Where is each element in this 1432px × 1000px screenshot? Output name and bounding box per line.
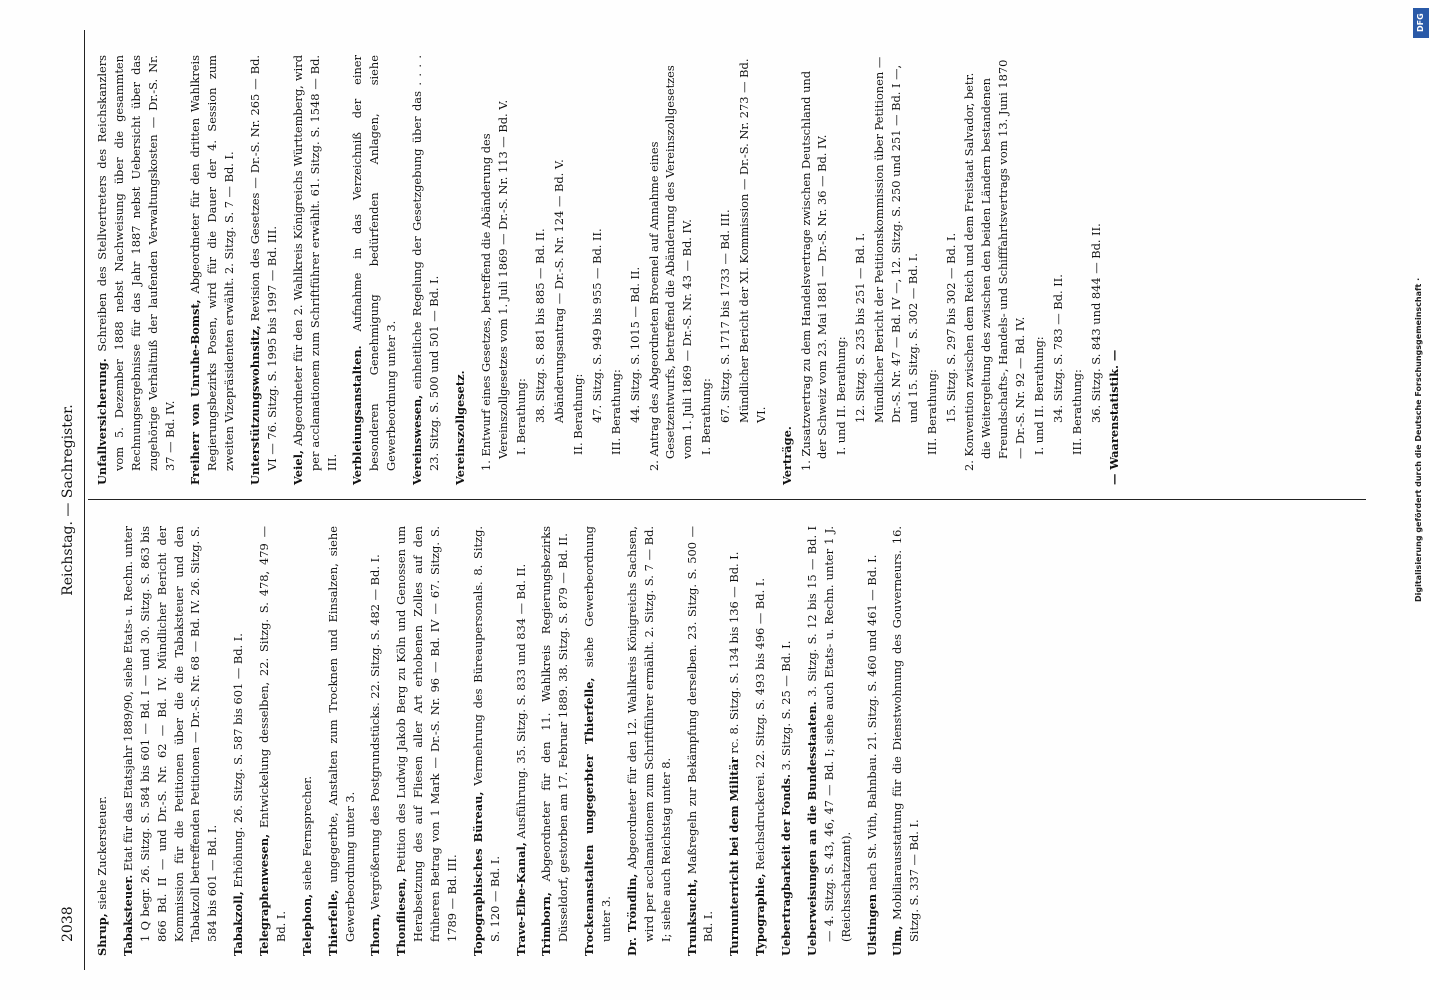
register-entry <box>230 526 247 956</box>
entry-head: Shrup, <box>95 913 109 956</box>
dfg-logo: DFG <box>1413 8 1429 38</box>
entry-text: siehe Zuckersteuer. <box>95 795 109 914</box>
entry-head: Typographie, <box>753 873 768 956</box>
rotated-register-page <box>46 30 1386 970</box>
register-entry <box>187 55 238 485</box>
entry-head: Unterstützungswohnsitz, <box>248 325 262 485</box>
entry-text: 3. Sitzg. S. 25 — Bd. I. <box>779 640 793 775</box>
entry-head: Thonfliesen, <box>394 877 409 956</box>
sub-item: Abänderungsantrag — Dr.-S. Nr. 124 — Bd. V. <box>552 159 567 423</box>
entry-text: Schreiben des Stellvertreters des Reichskanzlers vom 5. Dezember 1888 nebst Nachweisung über die gesammten Rechnungsergebnisse für das Jahr 1887 nebst Uebersicht über das zugehörige Verhältniß der laufenden Verwaltungskosten — Dr.-S. Nr. 37 — Bd. IV. <box>95 55 177 471</box>
sub-item: 2. Konvention zwischen dem Reich und dem Freistaat Salvador, betr. die Weitergeltung des zwischen den beiden Ländern bestandenen Freundschafts-, Handels- und Schifffahrtsvertrags vom 13. Juni 1870 — Dr.-S. Nr. 92 — Bd. IV. <box>962 59 1027 471</box>
entry-text: Vermehrung des Büreaupersonals. 8. Sitzg. S. 120 — Bd. I. <box>470 526 502 942</box>
entry-head: Telegraphenwesen, <box>257 833 271 956</box>
register-entry <box>349 55 400 485</box>
sub-item: 34. Sitzg. S. 783 — Bd. II. <box>1050 274 1065 423</box>
sub-item: 44. Sitzg. S. 1015 — Bd. II. <box>627 266 642 423</box>
entry-head: Dr. Tröndlin, <box>624 873 639 956</box>
entry-text: Abgeordneter für den 11. Wahlkreis Regierungsbezirks Düsseldorf, gestorben am 17. Februar 1889. 38. Sitzg. S. 879 — Bd. II. <box>539 526 571 942</box>
register-entry <box>538 526 572 956</box>
entry-text: Petition des Ludwig Jakob Berg zu Köln und Genossen um Herabsetzung des auf Fliesen aller Art erhobenen Zolles auf den früheren Betrag von 1 Mark — Dr.-S. Nr. 96 — Bd. IV — 67. Sitzg. S. 1789 — Bd. III. <box>394 526 459 942</box>
entry-waarenstatistik: — Waarenstatistik. — <box>1107 349 1122 485</box>
register-entry <box>94 55 178 485</box>
entry-text: Entwickelung desselben, 22. Sitzg. S. 478, 479 — Bd. I. <box>257 526 288 942</box>
register-entry <box>393 526 461 956</box>
sub-item: III. Berathung: <box>1069 369 1084 455</box>
sub-item: Mündlicher Bericht der Petitionskommission über Petitionen — Dr.-S. Nr. 47 — Bd. IV —, 12. Sitzg. S. 250 und 251 — Bd. I —, und 15. Sitzg. S. 302 — Bd. I. <box>872 56 920 423</box>
entry-head: Thierfelle, <box>325 889 340 956</box>
register-entry <box>804 526 855 956</box>
entry-text: nach St. Vith, Bahnbau. 21. Sitzg. S. 460 und 461 — Bd. I. <box>864 554 879 894</box>
sub-item: Mündlicher Bericht der XI. Kommission — Dr.-S. Nr. 273 — Bd. VI. <box>736 58 768 423</box>
sub-item: 67. Sitzg. S. 1717 bis 1733 — Bd. III. <box>718 209 732 423</box>
entry-head: Thorn, <box>368 913 383 956</box>
right-entries <box>94 55 443 485</box>
register-entry <box>624 526 675 956</box>
entry-head: Turnunterricht bei dem Militär <box>727 757 742 956</box>
entry-vereinszollgesetz <box>452 55 469 485</box>
register-entry <box>513 526 530 956</box>
register-entry <box>581 526 615 956</box>
entry-head: Vereinszollgesetz. <box>452 370 467 485</box>
entry-head: Ueberweisungen an die Bundesstaaten. <box>804 701 819 956</box>
sub-item: 1. Entwurf eines Gesetzes, betreffend die Abänderung des Vereinszollgesetzes vom 1. Juli 1869 — Dr.-S. Nr. 113 — Bd. V. <box>478 99 510 471</box>
entry-text: Erhöhung. 26. Sitzg. S. 587 bis 601 — Bd. I. <box>231 633 246 892</box>
register-entry <box>778 526 795 956</box>
register-entry <box>120 526 221 956</box>
entry-text: ungegerbte, Anstalten zum Trocknen und Einsalzen, siehe Gewerbeordnung unter 3. <box>325 526 357 942</box>
entry-head: Tabaksteuer. <box>120 874 135 956</box>
entry-text: Ausführung. 35. Sitzg. S. 833 und 834 — Bd. II. <box>513 563 528 843</box>
entry-text: Maßregeln zur Bekämpfung derselben. 23. Sitzg. S. 500 — Bd. I. <box>684 526 716 942</box>
entry-head: Topographisches Büreau, <box>470 791 485 956</box>
entry-text: Mobiliarausstattung für die Dienstwohnung des Gouverneurs. 16. Sitzg. S. 337 — Bd. I. <box>890 526 922 942</box>
entry-head: Freiherr von Unruhe-Bomst, <box>188 299 203 485</box>
entry-text: Etat für das Etatsjahr 1889/90, siehe Etats- u. Rechn. unter 1 Q begr. 26. Sitzg. S. 584 bis 601 — Bd. I — und 30. Sitzg. S. 863 bis 866 Bd. II — und Dr.-S. Nr. 62 — Bd. IV. Mündlicher Bericht der Kommission für die Petitionen über die die Tabaksteuer und den Tabakzoll betreffenden Petitionen — Dr.-S. Nr. 68 — Bd. IV. 26. Sitzg. S. 584 bis 601 — Bd. I. <box>120 526 220 942</box>
sub-item: 36. Sitzg. S. 843 und 844 — Bd. II. <box>1088 223 1103 423</box>
register-entry <box>864 526 881 956</box>
entry-head: Vereinswesen, <box>410 394 424 485</box>
sub-item: 38. Sitzg. S. 881 bis 885 — Bd. II. <box>533 228 548 423</box>
entry-text: Abgeordneter für den dritten Wahlkreis Regierungsbezirks Posen, wird für die Dauer der 4. Session zum zweiten Vizepräsidenten erwählt. 2. Sitzg. S. 7 — Bd. I. <box>188 55 237 471</box>
dfg-credit-text: Digitalisierung gefördert durch die Deutsche Forschungsgemeinschaft · <box>1414 277 1423 602</box>
entry-text: siehe Fernsprecher. <box>299 775 314 894</box>
entry-head: Verträge. <box>779 426 794 485</box>
entry-head: Trockenanstalten ungegerbter Thierfelle, <box>582 677 597 956</box>
entry-vertraege <box>779 55 796 485</box>
entry-text: einheitliche Regelung der Gesetzgebung über das . . . . 23. Sitzg. S. 500 und 501 — Bd. I. <box>410 55 441 471</box>
sub-item: 15. Sitzg. S. 297 bis 302 — Bd. I. <box>943 232 958 423</box>
entry-head: Trave-Elbe-Kanal, <box>513 842 528 956</box>
sub-item: 12. Sitzg. S. 235 bis 251 — Bd. I. <box>853 232 868 423</box>
entry-text: rc. 8. Sitzg. S. 134 bis 136 — Bd. I. <box>727 551 742 758</box>
entry-head: Trimborn, <box>539 892 554 956</box>
page-header <box>46 30 85 970</box>
entry-head: Telephon, <box>299 893 314 956</box>
entry-text: 3. Sitzg. S. 12 bis 15 — Bd. I — 4. Sitzg. S. 43, 46, 47 — Bd. I; siehe auch Etats- u. Rechn. unter 1 J. (Reichsschatzamt). <box>804 526 853 942</box>
sub-item: III. Berathung: <box>924 369 939 455</box>
entry-text: Revision des Gesetzes — Dr.-S. Nr. 265 — Bd. VI — 76. Sitzg. S. 1995 bis 1997 — Bd. III. <box>248 55 279 471</box>
entry-head: Trunksucht, <box>684 878 699 956</box>
sub-item: I. und II. Berathung: <box>1031 336 1046 455</box>
register-entry <box>409 55 443 485</box>
sub-item: 1. Zusatzvertrag zu dem Handelsvertrage zwischen Deutschland und der Schweiz vom 23. Mai 1881 — Dr.-S. Nr. 36 — Bd. IV. <box>798 70 830 471</box>
entry-text: Abgeordneter für den 2. Wahlkreis Königreichs Württemberg, wird per acclamationem zum Schriftführer erwählt. 61. Sitzg. S. 1548 — Bd. III. <box>290 55 339 471</box>
right-column <box>94 55 1376 485</box>
dfg-sidebar <box>1410 0 1432 1000</box>
page-title: Reichstag. — Sachregister. <box>60 404 76 596</box>
column-divider <box>88 499 1366 500</box>
sub-item: I. Berathung: <box>514 378 529 455</box>
entry-head: Unfallversicherung. <box>95 358 109 485</box>
register-entry <box>299 526 316 956</box>
entry-head: Veiel, <box>290 450 305 485</box>
register-entry <box>684 526 718 956</box>
register-entry <box>94 526 111 956</box>
entry-text: Reichsdruckerei. 22. Sitzg. S. 493 bis 496 — Bd. I. <box>753 578 768 874</box>
entry-head: Ulm, <box>890 925 905 956</box>
sub-item: 47. Sitzg. S. 949 bis 955 — Bd. II. <box>589 228 604 423</box>
sub-item: 2. Antrag des Abgeordneten Broemel auf Annahme eines Gesetzentwurfs, betreffend die Abänderung des Vereinszollgesetzes vom 1. Juli 1869 — Dr.-S. Nr. 43 — Bd. IV. <box>646 65 695 471</box>
register-entry <box>752 526 769 956</box>
entry-text: siehe Gewerbeordnung unter 3. <box>582 526 613 942</box>
entry-text: Abgeordneter für den 12. Wahlkreis Königreichs Sachsen, wird per acclamationem zum Schriftführer ermählt. 2. Sitzg. S. 7 — Bd. I; siehe auch Reichstag unter 8. <box>624 526 673 942</box>
register-entry <box>889 526 923 956</box>
register-entry <box>726 526 743 956</box>
register-entry <box>290 55 341 485</box>
entry-text: Vergrößerung des Postgrundstücks. 22. Sitzg. S. 482 — Bd. I. <box>368 554 383 914</box>
sub-item: II. Berathung: <box>571 373 585 455</box>
register-entry <box>247 55 281 485</box>
register-entry <box>256 526 290 956</box>
entry-head: Verbleiungsanstalten. <box>350 345 365 485</box>
entry-head: Ulstingen <box>864 893 879 956</box>
left-column <box>94 526 1376 956</box>
sub-item: I. und II. Berathung: <box>834 336 849 455</box>
entry-head: Uebertragbarkeit der Fonds. <box>779 774 793 956</box>
sub-item: I. Berathung: <box>699 378 714 455</box>
register-entry <box>367 526 384 956</box>
register-entry <box>325 526 359 956</box>
entry-head: Tabakzoll, <box>231 891 246 956</box>
page-number: 2038 <box>60 906 76 942</box>
entry-text: Aufnahme in das Verzeichniß der einer besonderen Genehmigung bedürfenden Anlagen, siehe Gewerbeordnung unter 3. <box>350 55 399 471</box>
sub-item: III. Berathung: <box>608 369 623 455</box>
register-entry <box>470 526 504 956</box>
